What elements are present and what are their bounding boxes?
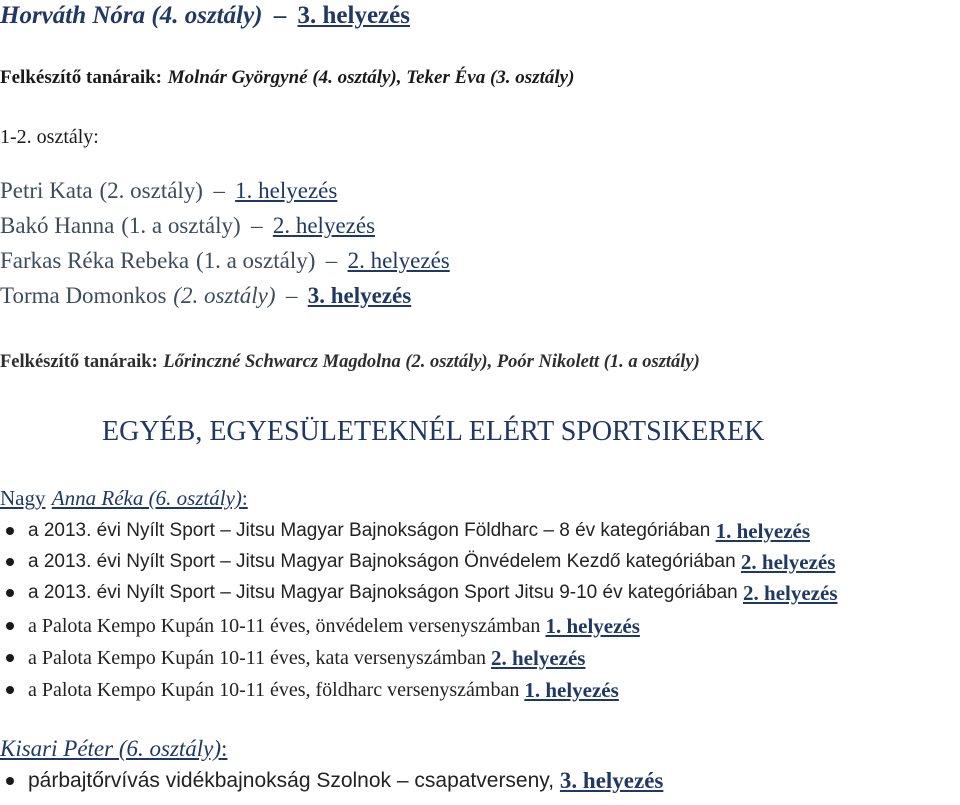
student-name: Petri Kata — [0, 178, 93, 203]
header-result-line — [0, 2, 410, 31]
athlete-rest: Anna Réka (6. osztály) — [51, 486, 242, 510]
placement: 1. helyezés — [715, 519, 811, 543]
placement: 3. helyezés — [297, 2, 410, 29]
placement: 2. helyezés — [743, 581, 838, 605]
achievement-text: a 2013. évi Nyílt Sport – Jitsu Magyar Bajnokságon Sport Jitsu 9-10 év kategóriában — [28, 582, 744, 604]
placement: 3. helyezés — [559, 768, 664, 793]
bullet-icon — [6, 654, 14, 662]
achievement-text: párbajtőrvívás vidékbajnokság Szolnok – csapatverseny, — [28, 769, 560, 793]
teachers-label: Felkészítő tanáraik: — [0, 352, 158, 372]
achievement-item — [0, 581, 838, 605]
achievement-item — [0, 614, 640, 638]
athlete-heading — [0, 736, 227, 762]
student-class: (1. a osztály) — [121, 213, 241, 238]
result-line — [0, 178, 337, 204]
bullet-icon — [6, 558, 14, 566]
dash-separator: – — [213, 178, 225, 203]
grade-heading: 1-2. osztály: — [0, 126, 99, 148]
bullet-icon — [6, 589, 14, 597]
achievement-item — [0, 646, 585, 670]
placement: 1. helyezés — [235, 178, 338, 203]
student-name: Horváth Nóra (4. osztály) — [0, 2, 263, 29]
dash-separator: – — [325, 248, 338, 273]
student-name: Farkas Réka Rebeka — [0, 248, 190, 273]
placement: 1. helyezés — [545, 614, 640, 638]
student-name: Torma Domonkos — [0, 283, 167, 308]
athlete-colon: : — [241, 486, 248, 510]
student-class: (1. a osztály) — [195, 248, 316, 273]
achievement-item — [0, 519, 810, 543]
section-title: EGYÉB, EGYESÜLETEKNÉL ELÉRT SPORTSIKEREK — [102, 416, 765, 447]
achievement-text: a 2013. évi Nyílt Sport – Jitsu Magyar Bajnokságon Földharc – 8 év kategóriában — [28, 520, 716, 542]
dash-separator: – — [273, 2, 287, 29]
teachers-label: Felkészítő tanáraik: — [0, 67, 163, 88]
placement: 2. helyezés — [272, 213, 376, 238]
achievement-item — [0, 768, 663, 794]
athlete-first-name: Nagy — [0, 486, 46, 510]
achievement-text: a 2013. évi Nyílt Sport – Jitsu Magyar Bajnokságon Önvédelem Kezdő kategóriában — [28, 551, 741, 573]
placement: 3. helyezés — [307, 283, 412, 308]
bullet-icon — [6, 527, 14, 535]
athlete-colon: : — [221, 736, 228, 761]
teachers-names: Lőrinczné Schwarcz Magdolna (2. osztály), Poór Nikolett (1. a osztály) — [163, 352, 700, 372]
athlete-heading — [0, 486, 248, 510]
teachers-line — [0, 67, 574, 89]
teachers-names: Molnár Györgyné (4. osztály), Teker Éva (3. osztály) — [167, 67, 575, 88]
athlete-name: Kisari Péter (6. osztály) — [0, 736, 222, 761]
result-line — [0, 213, 375, 239]
bullet-icon — [6, 686, 14, 694]
achievement-text: a Palota Kempo Kupán 10-11 éves, kata versenyszámban — [28, 646, 491, 669]
bullet-icon — [6, 777, 14, 785]
result-line — [0, 283, 411, 309]
placement: 2. helyezés — [491, 646, 586, 670]
student-class: (2. osztály) — [99, 178, 203, 203]
achievement-text: a Palota Kempo Kupán 10-11 éves, földharc versenyszámban — [28, 678, 525, 701]
student-class: (2. osztály) — [173, 283, 276, 308]
result-line — [0, 248, 450, 274]
achievement-item — [0, 678, 619, 702]
achievement-item — [0, 550, 835, 574]
student-name: Bakó Hanna — [0, 213, 115, 238]
teachers-line — [0, 352, 700, 373]
bullet-icon — [6, 622, 14, 630]
placement: 2. helyezés — [347, 248, 450, 273]
dash-separator: – — [285, 283, 298, 308]
placement: 1. helyezés — [524, 678, 619, 702]
dash-separator: – — [251, 213, 263, 238]
achievement-text: a Palota Kempo Kupán 10-11 éves, önvédelem versenyszámban — [28, 614, 546, 637]
placement: 2. helyezés — [740, 550, 836, 574]
